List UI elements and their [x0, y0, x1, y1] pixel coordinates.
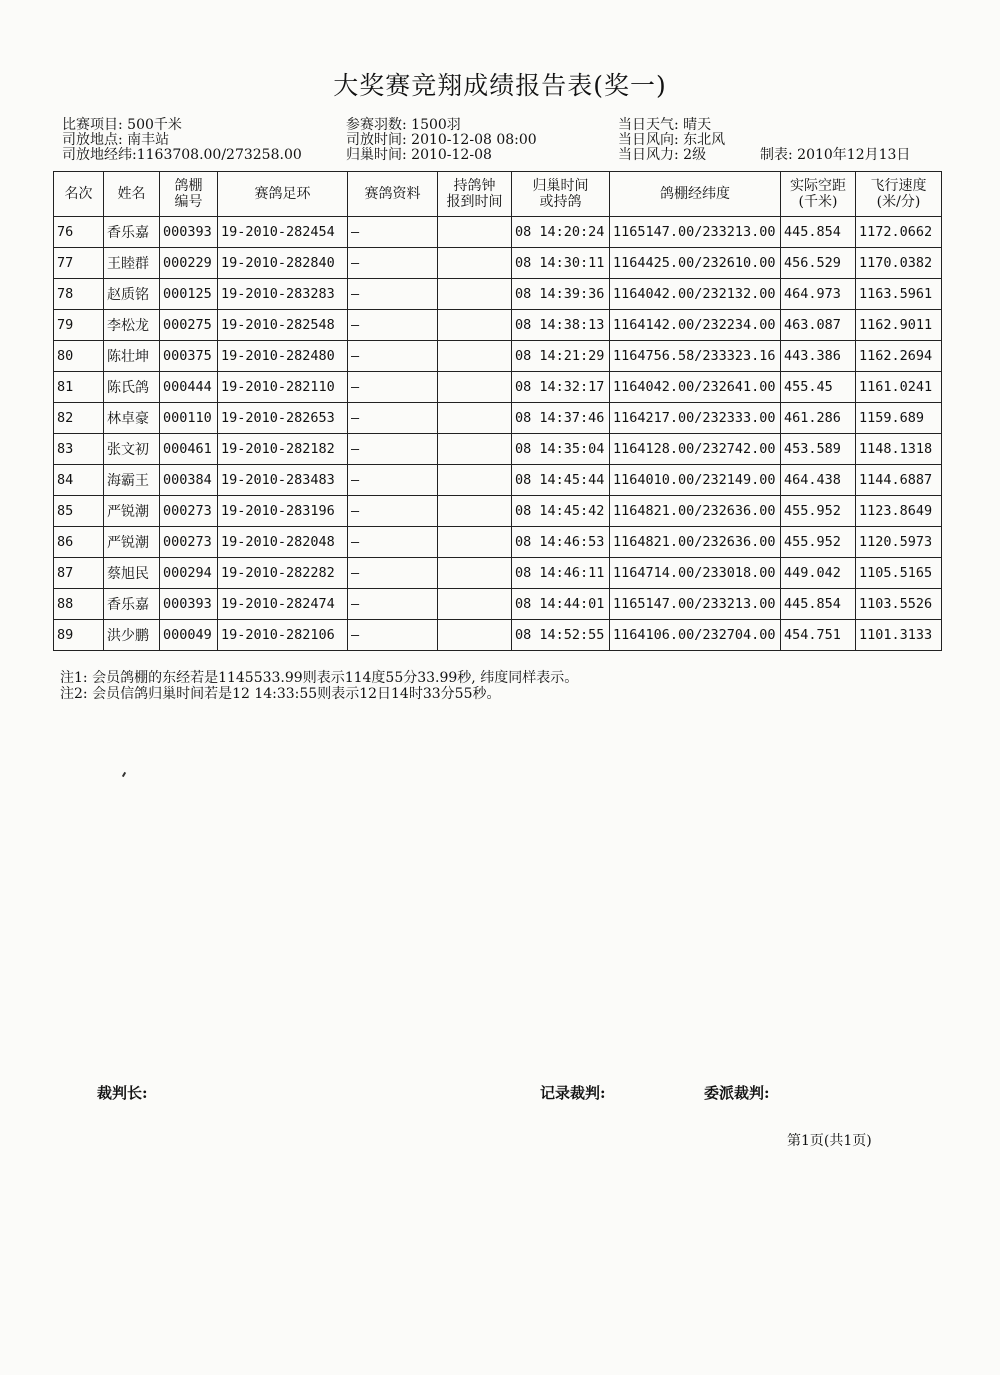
name-cell: 严锐潮 — [104, 527, 160, 558]
loft-id-cell: 000125 — [160, 279, 218, 310]
distance-cell: 455.45 — [781, 372, 856, 403]
table-row — [54, 279, 942, 310]
return-time-cell: 08 14:30:11 — [512, 248, 610, 279]
column-header: 归巢时间 或持鸽 — [512, 172, 610, 217]
column-header: 鸽棚 编号 — [160, 172, 218, 217]
speed-cell: 1161.0241 — [856, 372, 942, 403]
column-header: 持鸽钟 报到时间 — [438, 172, 512, 217]
pigeon-info-cell: — — [348, 248, 438, 279]
table-row — [54, 372, 942, 403]
distance-cell: 443.386 — [781, 341, 856, 372]
speed-cell: 1159.689 — [856, 403, 942, 434]
distance-cell: 463.087 — [781, 310, 856, 341]
loft-id-cell: 000049 — [160, 620, 218, 651]
name-cell: 赵质铭 — [104, 279, 160, 310]
ring-cell: 19-2010-283283 — [218, 279, 348, 310]
speed-cell: 1103.5526 — [856, 589, 942, 620]
table-row — [54, 527, 942, 558]
pigeon-info-cell: — — [348, 341, 438, 372]
speed-cell: 1162.9011 — [856, 310, 942, 341]
return-date-info: 归巢时间: 2010-12-08 — [346, 147, 492, 163]
clock-time-cell — [438, 434, 512, 465]
name-cell: 张文初 — [104, 434, 160, 465]
distance-cell: 453.589 — [781, 434, 856, 465]
loft-id-cell: 000275 — [160, 310, 218, 341]
pigeon-info-cell: — — [348, 620, 438, 651]
clock-time-cell — [438, 527, 512, 558]
pigeon-info-cell: — — [348, 589, 438, 620]
name-cell: 陈氏鸽 — [104, 372, 160, 403]
return-time-cell: 08 14:52:55 — [512, 620, 610, 651]
distance-cell: 449.042 — [781, 558, 856, 589]
rank-cell: 87 — [54, 558, 104, 589]
loft-coords-cell: 1164756.58/233323.16 — [610, 341, 781, 372]
loft-id-cell: 000393 — [160, 589, 218, 620]
pigeon-info-cell: — — [348, 403, 438, 434]
table-row — [54, 589, 942, 620]
return-time-cell: 08 14:37:46 — [512, 403, 610, 434]
loft-coords-cell: 1164042.00/232641.00 — [610, 372, 781, 403]
pigeon-info-cell: — — [348, 527, 438, 558]
ring-cell: 19-2010-283483 — [218, 465, 348, 496]
return-time-cell: 08 14:46:53 — [512, 527, 610, 558]
event-info: 比赛项目: 500千米 — [62, 117, 182, 133]
loft-id-cell: 000461 — [160, 434, 218, 465]
loft-coords-cell: 1164714.00/233018.00 — [610, 558, 781, 589]
rank-cell: 82 — [54, 403, 104, 434]
distance-cell: 455.952 — [781, 496, 856, 527]
clock-time-cell — [438, 279, 512, 310]
distance-cell: 454.751 — [781, 620, 856, 651]
distance-cell: 445.854 — [781, 589, 856, 620]
scan-speck — [122, 772, 126, 777]
loft-coords-cell: 1164217.00/232333.00 — [610, 403, 781, 434]
ring-cell: 19-2010-282454 — [218, 217, 348, 248]
rank-cell: 77 — [54, 248, 104, 279]
ring-cell: 19-2010-282653 — [218, 403, 348, 434]
ring-cell: 19-2010-282548 — [218, 310, 348, 341]
return-time-cell: 08 14:45:44 — [512, 465, 610, 496]
name-cell: 香乐嘉 — [104, 589, 160, 620]
loft-coords-cell: 1164106.00/232704.00 — [610, 620, 781, 651]
delegated-referee-label: 委派裁判: — [704, 1084, 770, 1102]
notes — [60, 670, 578, 702]
ring-cell: 19-2010-282110 — [218, 372, 348, 403]
clock-time-cell — [438, 341, 512, 372]
column-header: 实际空距 (千米) — [781, 172, 856, 217]
column-header: 赛鸽足环 — [218, 172, 348, 217]
rank-cell: 84 — [54, 465, 104, 496]
distance-cell: 456.529 — [781, 248, 856, 279]
name-cell: 王睦群 — [104, 248, 160, 279]
table-row — [54, 217, 942, 248]
name-cell: 陈壮坤 — [104, 341, 160, 372]
return-time-cell: 08 14:35:04 — [512, 434, 610, 465]
ring-cell: 19-2010-282106 — [218, 620, 348, 651]
name-cell: 林卓豪 — [104, 403, 160, 434]
speed-cell: 1170.0382 — [856, 248, 942, 279]
speed-cell: 1162.2694 — [856, 341, 942, 372]
clock-time-cell — [438, 620, 512, 651]
return-time-cell: 08 14:20:24 — [512, 217, 610, 248]
loft-id-cell: 000294 — [160, 558, 218, 589]
rank-cell: 78 — [54, 279, 104, 310]
speed-cell: 1148.1318 — [856, 434, 942, 465]
page-title: 大奖赛竞翔成绩报告表(奖一) — [333, 71, 667, 100]
note-1: 注1: 会员鸽棚的东经若是1145533.99则表示114度55分33.99秒, 纬度同样表示。 — [60, 670, 579, 686]
clock-time-cell — [438, 558, 512, 589]
distance-cell: 464.973 — [781, 279, 856, 310]
loft-coords-cell: 1164142.00/232234.00 — [610, 310, 781, 341]
rank-cell: 81 — [54, 372, 104, 403]
table-header-row — [54, 172, 942, 217]
table-row — [54, 620, 942, 651]
loft-coords-cell: 1164128.00/232742.00 — [610, 434, 781, 465]
pigeon-info-cell: — — [348, 372, 438, 403]
loft-id-cell: 000393 — [160, 217, 218, 248]
pigeon-info-cell: — — [348, 217, 438, 248]
loft-coords-cell: 1164821.00/232636.00 — [610, 527, 781, 558]
return-time-cell: 08 14:38:13 — [512, 310, 610, 341]
table-row — [54, 403, 942, 434]
pigeon-info-cell: — — [348, 558, 438, 589]
name-cell: 洪少鹏 — [104, 620, 160, 651]
loft-coords-cell: 1164042.00/232132.00 — [610, 279, 781, 310]
column-header: 鸽棚经纬度 — [610, 172, 781, 217]
clock-time-cell — [438, 310, 512, 341]
loft-coords-cell: 1164425.00/232610.00 — [610, 248, 781, 279]
loft-coords-cell: 1165147.00/233213.00 — [610, 217, 781, 248]
return-time-cell: 08 14:44:01 — [512, 589, 610, 620]
clock-time-cell — [438, 248, 512, 279]
ring-cell: 19-2010-282182 — [218, 434, 348, 465]
clock-time-cell — [438, 372, 512, 403]
return-time-cell: 08 14:21:29 — [512, 341, 610, 372]
chief-referee-label: 裁判长: — [97, 1084, 148, 1102]
speed-cell: 1172.0662 — [856, 217, 942, 248]
clock-time-cell — [438, 589, 512, 620]
weather-info: 当日天气: 晴天 — [618, 117, 712, 133]
name-cell: 严锐潮 — [104, 496, 160, 527]
rank-cell: 79 — [54, 310, 104, 341]
return-time-cell: 08 14:46:11 — [512, 558, 610, 589]
wind-force-info: 当日风力: 2级 — [618, 147, 707, 163]
table-row — [54, 558, 942, 589]
pigeon-info-cell: — — [348, 310, 438, 341]
ring-cell: 19-2010-282282 — [218, 558, 348, 589]
ring-cell: 19-2010-282048 — [218, 527, 348, 558]
ring-cell: 19-2010-283196 — [218, 496, 348, 527]
table-row — [54, 310, 942, 341]
name-cell: 香乐嘉 — [104, 217, 160, 248]
speed-cell: 1120.5973 — [856, 527, 942, 558]
name-cell: 海霸王 — [104, 465, 160, 496]
table-row — [54, 341, 942, 372]
speed-cell: 1123.8649 — [856, 496, 942, 527]
return-time-cell: 08 14:45:42 — [512, 496, 610, 527]
distance-cell: 461.286 — [781, 403, 856, 434]
table-body — [54, 217, 942, 651]
loft-id-cell: 000110 — [160, 403, 218, 434]
name-cell: 蔡旭民 — [104, 558, 160, 589]
distance-cell: 464.438 — [781, 465, 856, 496]
loft-id-cell: 000229 — [160, 248, 218, 279]
column-header: 姓名 — [104, 172, 160, 217]
rank-cell: 86 — [54, 527, 104, 558]
loft-id-cell: 000384 — [160, 465, 218, 496]
ring-cell: 19-2010-282480 — [218, 341, 348, 372]
wind-direction-info: 当日风向: 东北风 — [618, 132, 726, 148]
column-header: 名次 — [54, 172, 104, 217]
loft-id-cell: 000273 — [160, 527, 218, 558]
table-row — [54, 496, 942, 527]
distance-cell: 455.952 — [781, 527, 856, 558]
column-header: 赛鸽资料 — [348, 172, 438, 217]
location-info: 司放地点: 南丰站 — [62, 132, 170, 148]
table-row — [54, 248, 942, 279]
speed-cell: 1101.3133 — [856, 620, 942, 651]
coords-info: 司放地经纬:1163708.00/273258.00 — [62, 147, 302, 163]
table-row — [54, 465, 942, 496]
distance-cell: 445.854 — [781, 217, 856, 248]
rank-cell: 83 — [54, 434, 104, 465]
birds-info: 参赛羽数: 1500羽 — [346, 117, 461, 133]
return-time-cell: 08 14:32:17 — [512, 372, 610, 403]
results-table — [53, 171, 942, 651]
return-time-cell: 08 14:39:36 — [512, 279, 610, 310]
clock-time-cell — [438, 403, 512, 434]
pigeon-info-cell: — — [348, 465, 438, 496]
speed-cell: 1163.5961 — [856, 279, 942, 310]
clock-time-cell — [438, 465, 512, 496]
speed-cell: 1144.6887 — [856, 465, 942, 496]
loft-coords-cell: 1165147.00/233213.00 — [610, 589, 781, 620]
pigeon-info-cell: — — [348, 279, 438, 310]
ring-cell: 19-2010-282474 — [218, 589, 348, 620]
loft-id-cell: 000273 — [160, 496, 218, 527]
release-time-info: 司放时间: 2010-12-08 08:00 — [346, 132, 537, 148]
rank-cell: 89 — [54, 620, 104, 651]
column-header: 飞行速度 (米/分) — [856, 172, 942, 217]
note-2: 注2: 会员信鸽归巢时间若是12 14:33:55则表示12日14时33分55秒。 — [60, 686, 501, 702]
made-date-info: 制表: 2010年12月13日 — [760, 147, 911, 163]
clock-time-cell — [438, 496, 512, 527]
loft-coords-cell: 1164010.00/232149.00 — [610, 465, 781, 496]
ring-cell: 19-2010-282840 — [218, 248, 348, 279]
name-cell: 李松龙 — [104, 310, 160, 341]
page-number: 第1页(共1页) — [787, 1133, 872, 1149]
recording-referee-label: 记录裁判: — [540, 1084, 606, 1102]
loft-coords-cell: 1164821.00/232636.00 — [610, 496, 781, 527]
rank-cell: 88 — [54, 589, 104, 620]
loft-id-cell: 000444 — [160, 372, 218, 403]
rank-cell: 85 — [54, 496, 104, 527]
pigeon-info-cell: — — [348, 496, 438, 527]
rank-cell: 76 — [54, 217, 104, 248]
pigeon-info-cell: — — [348, 434, 438, 465]
clock-time-cell — [438, 217, 512, 248]
speed-cell: 1105.5165 — [856, 558, 942, 589]
loft-id-cell: 000375 — [160, 341, 218, 372]
rank-cell: 80 — [54, 341, 104, 372]
table-row — [54, 434, 942, 465]
